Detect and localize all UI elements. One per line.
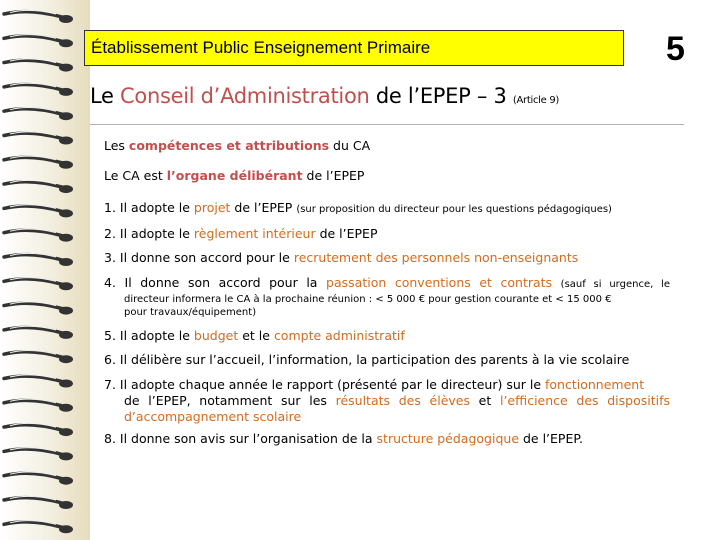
item3-highlight: recrutement des personnels non-enseignants [293, 250, 579, 265]
item2-highlight: règlement intérieur [193, 226, 316, 241]
intro-line-1 [104, 138, 670, 154]
item1-highlight: projet [193, 200, 231, 215]
list-item-2 [104, 226, 670, 242]
title-part-3: de l’EPEP – 3 [369, 84, 513, 108]
item1-note: (sur proposition du directeur pour les questions pédagogiques) [296, 204, 612, 215]
intro-block [104, 138, 670, 184]
item2-text: 2. Il adopte le [104, 226, 194, 241]
page-number: 5 [666, 30, 685, 68]
item7-highlight-1: fonctionnement [545, 377, 645, 392]
binder-ring-icon [4, 278, 73, 291]
intro2-text: Le CA est [104, 168, 167, 183]
item8-tail: de l’EPEP. [519, 431, 583, 446]
item8-text: 8. Il donne son avis sur l’organisation de la [104, 431, 377, 446]
binder-ring-icon [4, 229, 73, 242]
item4-highlight: passation conventions et contrats [326, 275, 553, 290]
intro1-bold: compétences et attributions [128, 138, 330, 153]
item5-highlight-2: compte administratif [273, 328, 405, 343]
binder-ring-icon [4, 59, 73, 72]
intro2-tail: de l’EPEP [302, 168, 365, 183]
binder-ring-icon [4, 132, 73, 145]
item6-text: 6. Il délibère sur l’accueil, l’information, la participation des parents à la vie scolaire [104, 352, 630, 367]
item3-text: 3. Il donne son accord pour le [104, 250, 294, 265]
list-item-3 [104, 250, 670, 266]
title-highlight: Conseil d’Administration [120, 84, 370, 108]
binder-ring-icon [4, 253, 73, 266]
item2-tail: de l’EPEP [315, 226, 378, 241]
list-item-1 [104, 200, 670, 218]
binder-ring-icon [4, 521, 73, 534]
binder-ring-icon [4, 83, 73, 96]
spiral-binding [0, 0, 90, 540]
intro2-bold: l’organe délibérant [166, 168, 303, 183]
item8-highlight: structure pédagogique [376, 431, 520, 446]
binder-ring-icon [4, 399, 73, 412]
slide-title [90, 84, 559, 108]
banner-title: Établissement Public Enseignement Primaire [91, 38, 431, 57]
list-item-4 [104, 275, 670, 319]
item4-text: 4. Il donne son accord pour la [104, 275, 327, 290]
item4-line-1 [104, 275, 670, 293]
binder-ring-icon [4, 156, 73, 169]
item7-line-1 [104, 377, 670, 393]
item7-cont: de l’EPEP, notamment sur les [124, 393, 336, 408]
binder-ring-icon [4, 326, 73, 339]
item5-text: 5. Il adopte le [104, 328, 194, 343]
item4-line-3: pour travaux/équipement) [124, 307, 257, 318]
binder-ring-icon [4, 205, 73, 218]
item4-space [552, 275, 561, 290]
item1-text: 1. Il adopte le [104, 200, 194, 215]
item5-mid: et le [238, 328, 274, 343]
binder-ring-icon [4, 351, 73, 364]
title-divider [90, 124, 684, 125]
binder-ring-icon [4, 108, 73, 121]
item7-line-3: d’accompagnement scolaire [124, 409, 302, 424]
item4-note-start: (sauf si urgence, le [560, 279, 670, 290]
binder-ring-icon [4, 472, 73, 485]
list-item-6 [104, 352, 670, 368]
binder-ring-icon [4, 10, 73, 23]
title-part-1: Le [90, 84, 121, 108]
list-item-7 [104, 377, 670, 425]
binder-ring-icon [4, 448, 73, 461]
item5-highlight-1: budget [193, 328, 239, 343]
binder-rings-icon [0, 0, 90, 540]
binder-ring-icon [4, 302, 73, 315]
title-article: (Article 9) [512, 95, 560, 106]
binder-ring-icon [4, 423, 73, 436]
intro1-tail: du CA [329, 138, 371, 153]
binder-ring-icon [4, 375, 73, 388]
item7-highlight-2: résultats des élèves [335, 393, 470, 408]
item7-text: 7. Il adopte chaque année le rapport (présenté par le directeur) sur le [104, 377, 545, 392]
header-banner [84, 30, 624, 66]
item7-line-2 [104, 393, 670, 409]
intro-line-2 [104, 168, 670, 184]
binder-ring-icon [4, 496, 73, 509]
item4-line-2: directeur informera le CA à la prochaine réunion : < 5 000 € pour gestion courante et < 15 000 € [124, 294, 612, 305]
item7-highlight-3: l’efficience des dispositifs [499, 393, 670, 408]
intro1-text: Les [104, 138, 129, 153]
list-item-8 [104, 431, 670, 447]
item7-and: et [470, 393, 500, 408]
binder-ring-icon [4, 180, 73, 193]
list-item-5 [104, 328, 670, 344]
binder-ring-icon [4, 35, 73, 48]
item1-tail: de l’EPEP [230, 200, 297, 215]
